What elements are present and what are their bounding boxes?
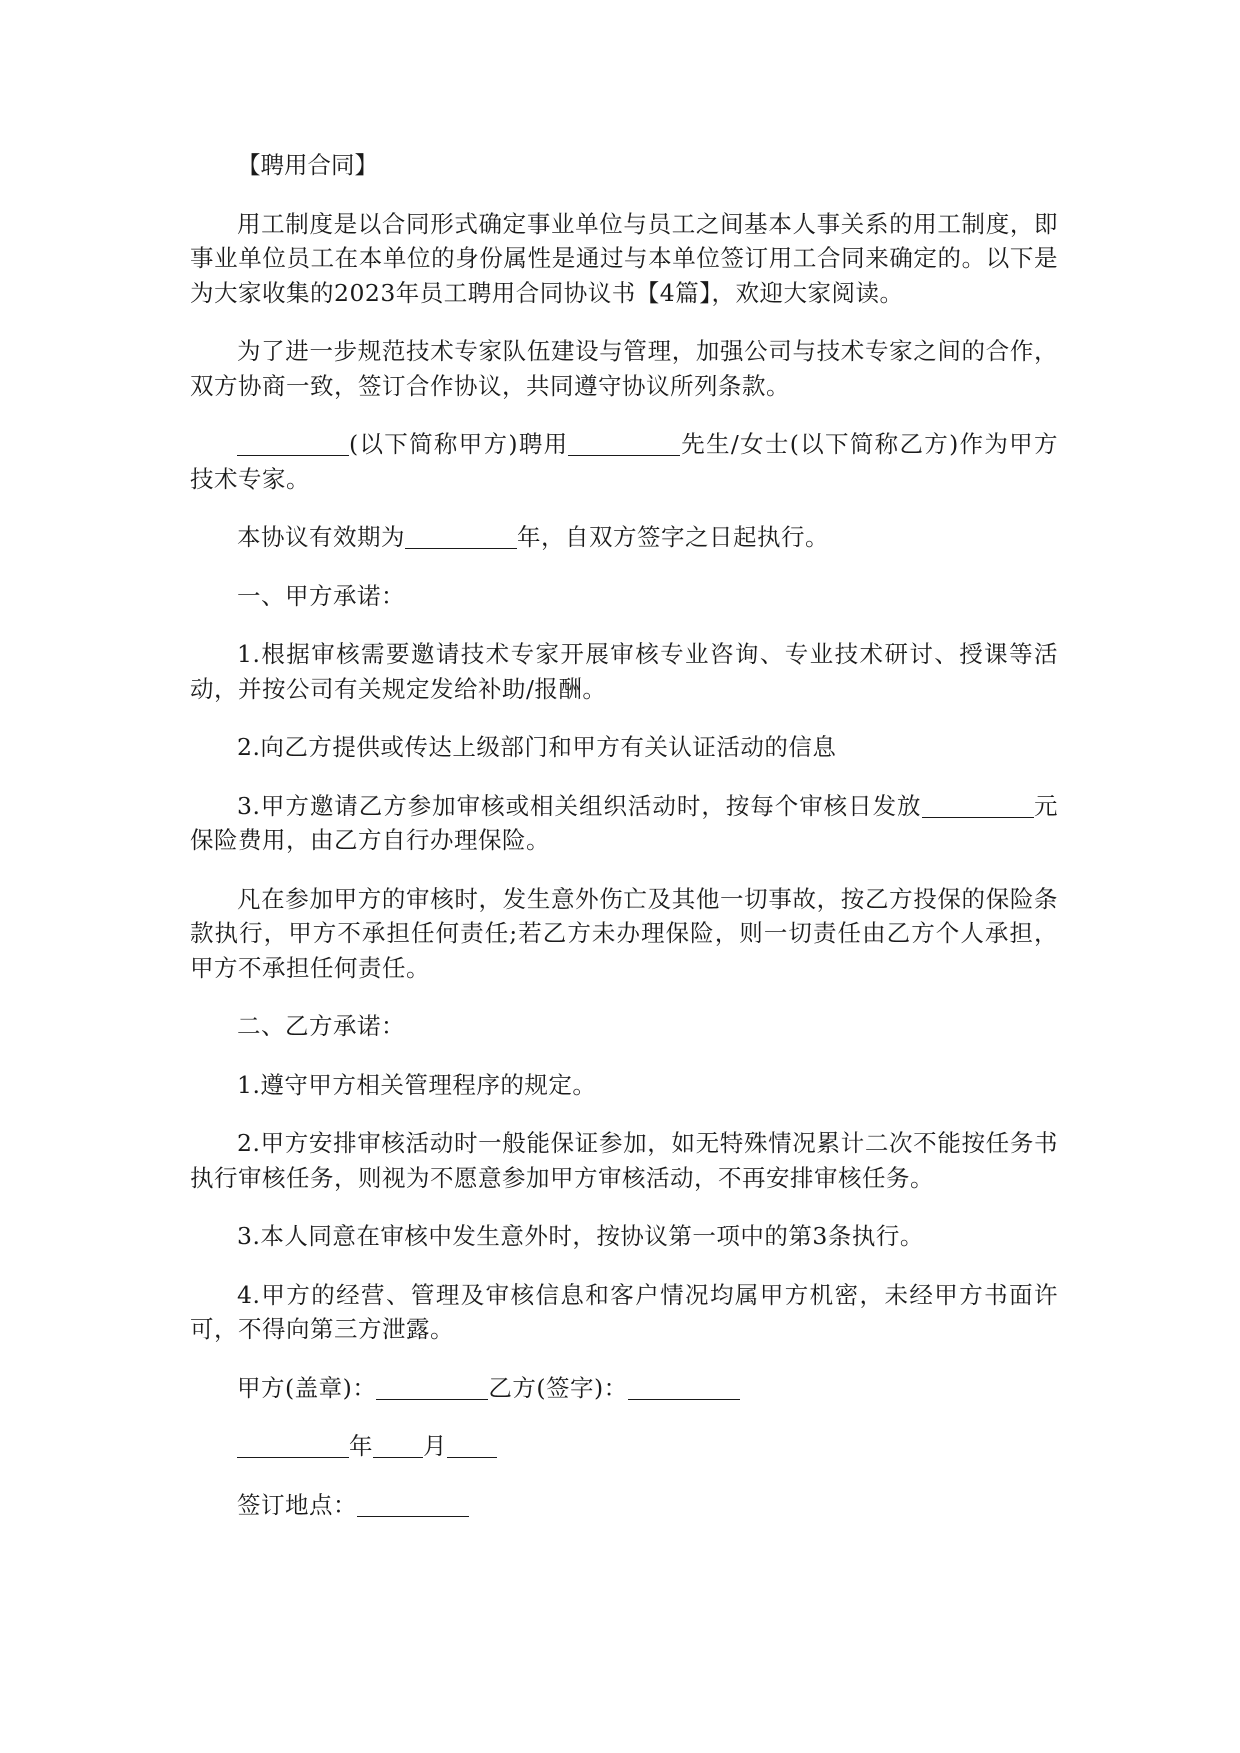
parties-text-b: 先生/女士(以下简称乙方)作为甲方技术专家。	[190, 430, 1058, 493]
date-month-label: 月	[423, 1432, 447, 1460]
sign-a-label: 甲方(盖章)：	[237, 1373, 377, 1402]
term-text-b: 年，自双方签字之日起执行。	[517, 523, 829, 551]
section-1-item-2: 2.向乙方提供或传达上级部门和甲方有关认证活动的信息	[237, 733, 837, 761]
section-1-item-1: 1.根据审核需要邀请技术专家开展审核专业咨询、专业技术研讨、授课等活动，并按公司有关规定发给补助/报酬。	[190, 640, 1058, 703]
party-a-blank	[237, 431, 349, 456]
section-2-heading: 二、乙方承诺：	[237, 1012, 405, 1040]
section-2-item-2: 2.甲方安排审核活动时一般能保证参加，如无特殊情况累计二次不能按任务书执行审核任务，则视为不愿意参加甲方审核活动，不再安排审核任务。	[190, 1129, 1058, 1192]
document-title: 【聘用合同】	[237, 151, 378, 179]
place-blank	[357, 1492, 469, 1517]
section-1-item-3	[190, 789, 1058, 858]
term-text-a: 本协议有效期为	[237, 523, 405, 551]
liability-paragraph: 凡在参加甲方的审核时，发生意外伤亡及其他一切事故，按乙方投保的保险条款执行，甲方不承担任何责任;若乙方未办理保险，则一切责任由乙方个人承担，甲方不承担任何责任。	[190, 884, 1058, 982]
party-b-blank	[568, 431, 680, 456]
date-day-blank	[447, 1433, 497, 1458]
item-3-text-b: 元保险费用，由乙方自行办理保险。	[190, 791, 1058, 854]
sign-a-blank	[376, 1375, 488, 1400]
parties-text-a: (以下简称甲方)聘用	[349, 430, 569, 458]
purpose-paragraph: 为了进一步规范技术专家队伍建设与管理，加强公司与技术专家之间的合作，双方协商一致，签订合作协议，共同遵守协议所列条款。	[190, 337, 1058, 400]
contract-document	[190, 148, 1058, 1522]
section-2-item-1: 1.遵守甲方相关管理程序的规定。	[237, 1070, 597, 1099]
parties-paragraph	[190, 427, 1058, 496]
insurance-amount-blank	[922, 793, 1034, 818]
section-2-item-3: 3.本人同意在审核中发生意外时，按协议第一项中的第3条执行。	[237, 1222, 924, 1250]
date-line	[190, 1429, 1058, 1464]
section-1-heading: 一、甲方承诺：	[237, 581, 405, 610]
date-year-label: 年	[349, 1432, 373, 1460]
place-line	[190, 1488, 1058, 1523]
sign-b-blank	[628, 1375, 740, 1400]
place-label: 签订地点：	[237, 1490, 357, 1519]
sign-b-label: 乙方(签字)：	[488, 1373, 628, 1402]
item-3-text-a: 3.甲方邀请乙方参加审核或相关组织活动时，按每个审核日发放	[237, 791, 922, 820]
intro-paragraph: 用工制度是以合同形式确定事业单位与员工之间基本人事关系的用工制度，即事业单位员工在本单位的身份属性是通过与本单位签订用工合同来确定的。以下是为大家收集的2023年员工聘用合同协议书【4篇】，欢迎大家阅读。	[190, 209, 1058, 307]
date-month-blank	[373, 1433, 423, 1458]
term-paragraph	[190, 520, 1058, 555]
signature-line	[190, 1371, 1058, 1406]
section-2-item-4: 4.甲方的经营、管理及审核信息和客户情况均属甲方机密，未经甲方书面许可，不得向第三方泄露。	[190, 1280, 1058, 1343]
date-year-blank	[237, 1433, 349, 1458]
term-years-blank	[405, 524, 517, 549]
